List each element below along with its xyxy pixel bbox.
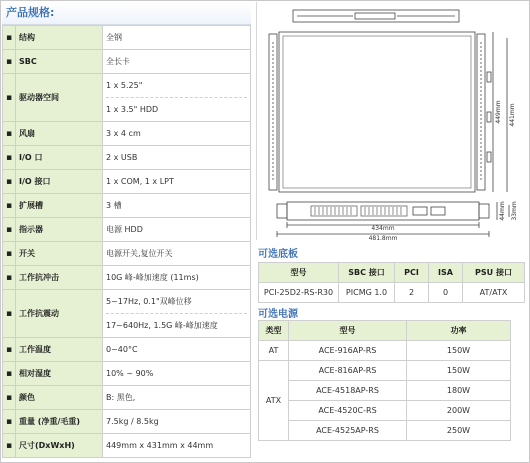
psu-power: 150W xyxy=(407,341,511,361)
dim-width-inner: 434mm xyxy=(371,225,395,232)
bullet-icon: ▪ xyxy=(3,362,16,386)
spec-label: 尺寸(DxWxH) xyxy=(16,434,103,458)
spec-row xyxy=(3,386,251,410)
spec-label: 开关 xyxy=(16,242,103,266)
psu-power: 200W xyxy=(407,401,511,421)
dim-height-2: 33mm xyxy=(511,201,518,221)
spec-row xyxy=(3,290,251,338)
backplane-cell-sbc: PICMG 1.0 xyxy=(339,283,395,303)
spec-label: 结构 xyxy=(16,26,103,50)
bullet-icon: ▪ xyxy=(3,434,16,458)
spec-row xyxy=(3,74,251,122)
bullet-icon: ▪ xyxy=(3,386,16,410)
bullet-icon: ▪ xyxy=(3,410,16,434)
spec-value: 0~40°C xyxy=(103,338,251,362)
top-view-body xyxy=(279,32,475,192)
bullet-icon: ▪ xyxy=(3,170,16,194)
psu-power: 250W xyxy=(407,421,511,441)
spec-value: 10% ~ 90% xyxy=(103,362,251,386)
table-row xyxy=(259,283,525,303)
psu-power: 150W xyxy=(407,361,511,381)
spec-title: 产品规格: xyxy=(2,2,251,25)
front-elevation xyxy=(287,202,479,220)
table-row xyxy=(259,361,511,381)
psu-power: 180W xyxy=(407,381,511,401)
psu-title: 可选电源 xyxy=(258,309,298,320)
bullet-icon: ▪ xyxy=(3,146,16,170)
bullet-icon: ▪ xyxy=(3,266,16,290)
spec-row xyxy=(3,194,251,218)
bullet-icon: ▪ xyxy=(3,122,16,146)
psu-model: ACE-4518AP-RS xyxy=(289,381,407,401)
spec-value: 7.5kg / 8.5kg xyxy=(103,410,251,434)
psu-header-model: 型号 xyxy=(289,321,407,341)
spec-value: 3 x 4 cm xyxy=(103,122,251,146)
spec-row xyxy=(3,146,251,170)
bullet-icon: ▪ xyxy=(3,338,16,362)
spec-label: I/O 口 xyxy=(16,146,103,170)
backplane-title: 可选底板 xyxy=(258,249,298,260)
table-row xyxy=(259,341,511,361)
dim-depth-2: 441mm xyxy=(509,103,516,127)
bullet-icon: ▪ xyxy=(3,50,16,74)
spec-label: I/O 接口 xyxy=(16,170,103,194)
psu-header-type: 类型 xyxy=(259,321,289,341)
psu-model: ACE-916AP-RS xyxy=(289,341,407,361)
spec-value-cell xyxy=(103,74,251,122)
backplane-cell-model: PCI-25D2-RS-R30 xyxy=(259,283,339,303)
backplane-header-model: 型号 xyxy=(259,263,339,283)
spec-value: 1 x 5.25" xyxy=(106,74,247,98)
spec-value: 449mm x 431mm x 44mm xyxy=(103,434,251,458)
spec-value: 3 槽 xyxy=(103,194,251,218)
spec-value: 全长卡 xyxy=(103,50,251,74)
bullet-icon: ▪ xyxy=(3,194,16,218)
backplane-header-psu: PSU 接口 xyxy=(463,263,525,283)
backplane-header-isa: ISA xyxy=(429,263,463,283)
spec-value: 全钢 xyxy=(103,26,251,50)
spec-row xyxy=(3,50,251,74)
spec-row xyxy=(3,170,251,194)
spec-label: 工作抗震动 xyxy=(16,290,103,338)
bullet-icon: ▪ xyxy=(3,242,16,266)
spec-row xyxy=(3,338,251,362)
spec-row xyxy=(3,266,251,290)
backplane-header-sbc: SBC 接口 xyxy=(339,263,395,283)
spec-value: 17~640Hz, 1.5G 峰-峰加速度 xyxy=(106,321,218,330)
spec-value: B: 黑色, xyxy=(103,386,251,410)
chassis-drawing xyxy=(256,2,527,240)
spec-label: 重量 (净重/毛重) xyxy=(16,410,103,434)
spec-row xyxy=(3,26,251,50)
chassis-drawing-svg xyxy=(257,2,527,240)
psu-model: ACE-4520C-RS xyxy=(289,401,407,421)
spec-row xyxy=(3,362,251,386)
bullet-icon: ▪ xyxy=(3,26,16,50)
spec-label: 风扇 xyxy=(16,122,103,146)
spec-label: SBC xyxy=(16,50,103,74)
dim-depth-1: 449mm xyxy=(495,100,502,124)
spec-row xyxy=(3,218,251,242)
psu-model: ACE-4525AP-RS xyxy=(289,421,407,441)
spec-value: 5~17Hz, 0.1"双峰位移 xyxy=(106,290,247,314)
spec-row xyxy=(3,242,251,266)
dim-height-1: 44mm xyxy=(499,201,506,221)
spec-value: 电源开关,复位开关 xyxy=(103,242,251,266)
spec-value: 1 x 3.5" HDD xyxy=(106,105,159,114)
spec-value: 10G 峰-峰加速度 (11ms) xyxy=(103,266,251,290)
spec-row xyxy=(3,410,251,434)
spec-value-cell xyxy=(103,290,251,338)
spec-label: 扩展槽 xyxy=(16,194,103,218)
backplane-cell-psu: AT/ATX xyxy=(463,283,525,303)
spec-label: 指示器 xyxy=(16,218,103,242)
spec-panel xyxy=(2,2,251,460)
backplane-cell-isa: 0 xyxy=(429,283,463,303)
spec-table xyxy=(2,25,251,458)
psu-header-power: 功率 xyxy=(407,321,511,341)
spec-value: 2 x USB xyxy=(103,146,251,170)
table-row xyxy=(259,421,511,441)
spec-row xyxy=(3,122,251,146)
dim-width-outer: 481.8mm xyxy=(368,235,398,240)
backplane-table xyxy=(258,262,525,303)
spec-row xyxy=(3,434,251,458)
backplane-header-pci: PCI xyxy=(395,263,429,283)
psu-table xyxy=(258,320,511,441)
psu-model: ACE-816AP-RS xyxy=(289,361,407,381)
spec-label: 相对湿度 xyxy=(16,362,103,386)
psu-type-atx: ATX xyxy=(259,361,289,441)
table-row xyxy=(259,381,511,401)
table-row xyxy=(259,401,511,421)
spec-value: 电源 HDD xyxy=(103,218,251,242)
bullet-icon: ▪ xyxy=(3,290,16,338)
psu-type-at: AT xyxy=(259,341,289,361)
spec-label: 颜色 xyxy=(16,386,103,410)
spec-label: 工作抗冲击 xyxy=(16,266,103,290)
bullet-icon: ▪ xyxy=(3,218,16,242)
backplane-cell-pci: 2 xyxy=(395,283,429,303)
spec-label: 工作温度 xyxy=(16,338,103,362)
bullet-icon: ▪ xyxy=(3,74,16,122)
spec-label: 驱动器空间 xyxy=(16,74,103,122)
spec-value: 1 x COM, 1 x LPT xyxy=(103,170,251,194)
